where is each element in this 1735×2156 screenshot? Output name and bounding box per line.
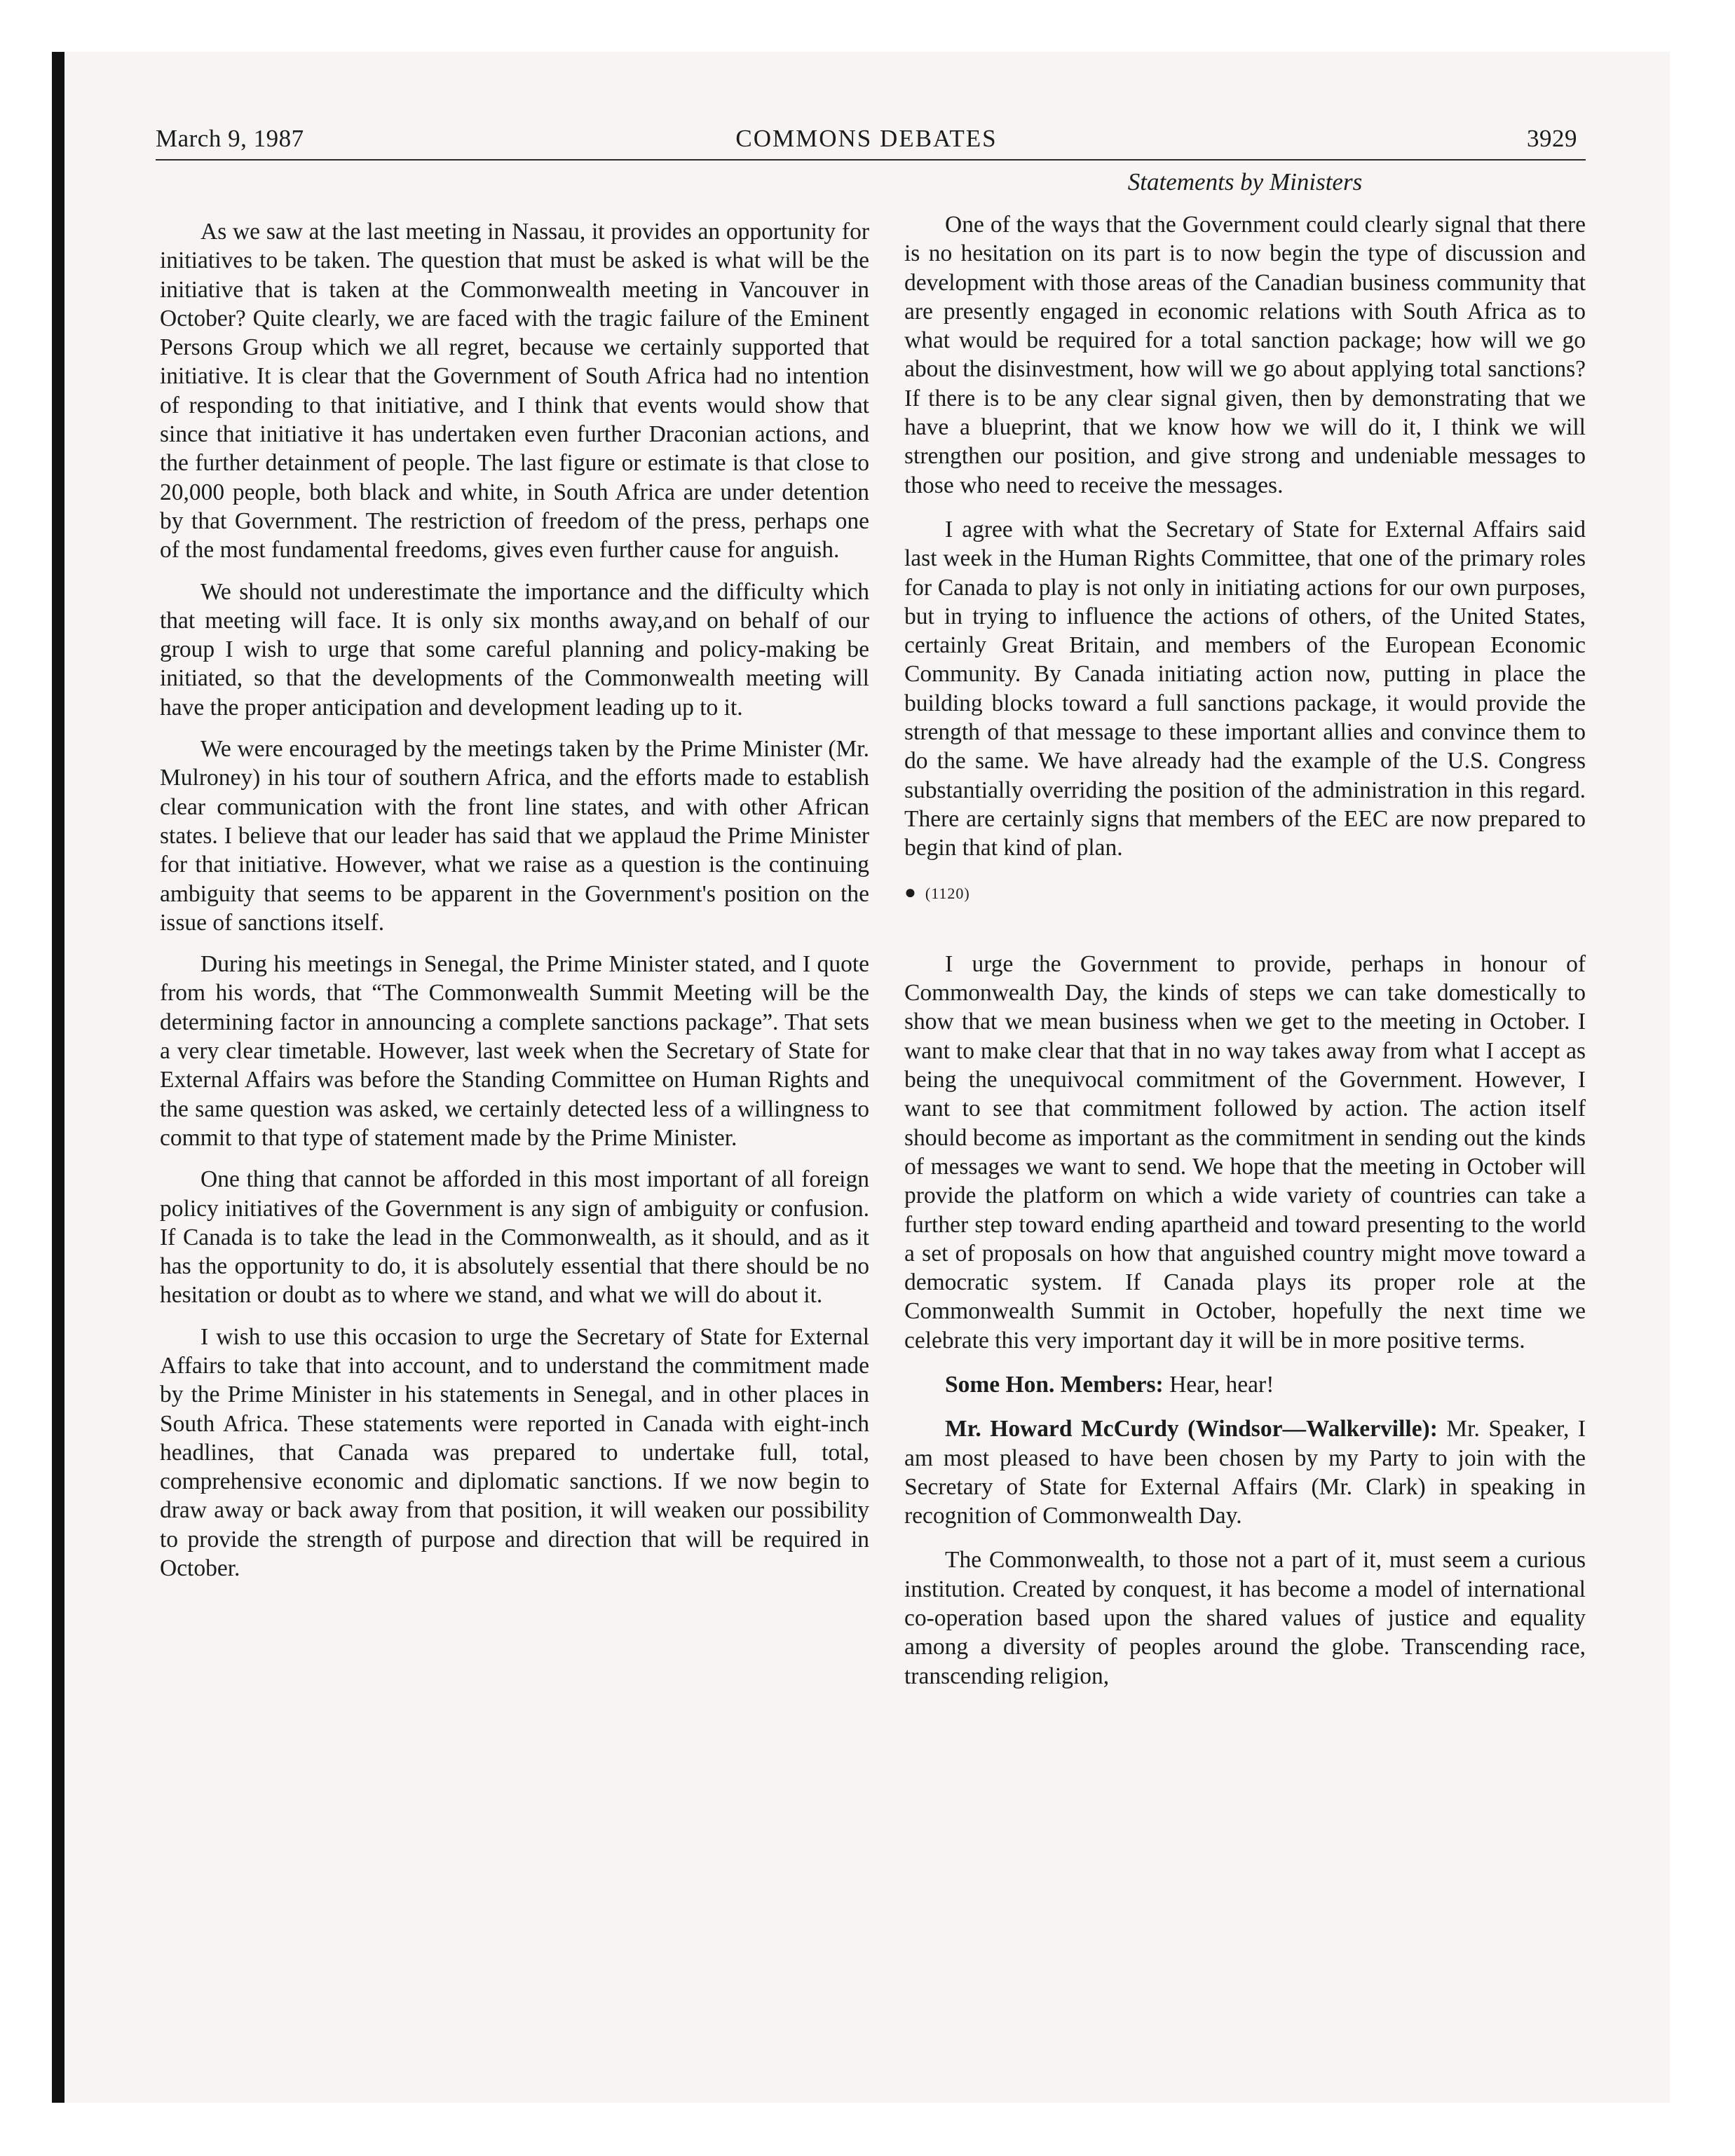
- paragraph: During his meetings in Senegal, the Prime Minister stated, and I quote from his words, that “The Commonwealth Summit Meeting will be the determining factor in announcing a complete sanctions package”. That sets a very clear timetable. However, last week when the Secretary of State for External Affairs was before the Standing Committee on Human Rights and the same question was asked, we certainly detected less of a willingness to commit to that type of statement made by the Prime Minister.: [160, 951, 869, 1151]
- paragraph: One thing that cannot be afforded in this most important of all foreign policy initiatives of the Government is any sign of ambiguity or confusion. If Canada is to take the lead in the Commonwealth, as it should, and as it has the opportunity to do, it is absolutely essential that there should be no hesitation or doubt as to where we stand, and what we will do about it.: [160, 1166, 869, 1309]
- time-marker: [904, 878, 1586, 908]
- paragraph: As we saw at the last meeting in Nassau, it provides an opportunity for initiatives to be taken. The question that must be asked is what will be the initiative that is taken at the Commonwealth meeting in Vancouver in October? Quite clearly, we are faced with the tragic failure of the Eminent Persons Group which we all regret, because we certainly supported that initiative. It is clear that the Government of South Africa had no intention of responding to that initiative, and I think that events would show that since that initiative it has undertaken even further Draconian actions, and the further detainment of people. The last figure or estimate is that close to 20,000 people, both black and white, in South Africa are under detention by that Government. The restriction of freedom of the press, perhaps one of the most fundamental freedoms, gives even further cause for anguish.: [160, 219, 869, 564]
- speech-text: Mr. Speaker, I am most pleased to have been chosen by my Party to join with the Secretary of State for External Affairs (Mr. Clark) in speaking in recognition of Commonwealth Day.: [904, 1416, 1586, 1529]
- interjection-text: Hear, hear!: [1163, 1371, 1274, 1398]
- header-date: March 9, 1987: [156, 125, 304, 152]
- paragraph: We were encouraged by the meetings taken by the Prime Minister (Mr. Mulroney) in his tour of southern Africa, and the efforts made to establish clear communication with the front line states, and with other African states. I believe that our leader has said that we applaud the Prime Minister for that initiative. However, what we raise as a question is the continuing ambiguity that seems to be apparent in the Government's position on the issue of sanctions itself.: [160, 736, 869, 936]
- paragraph: I agree with what the Secretary of State for External Affairs said last week in the Human Rights Committee, that one of the primary roles for Canada to play is not only in initiating actions for our own purposes, but in trying to influence the actions of others, of the United States, certainly Great Britain, and members of the European Economic Community. By Canada initiating action now, putting in place the building blocks toward a full sanctions package, it would provide the strength of that message to these important allies and convince them to do the same. We have already had the example of the U.S. Congress substantially overriding the position of the administration in this regard. There are certainly signs that members of the EEC are now prepared to begin that kind of plan.: [904, 516, 1586, 861]
- paragraph: I wish to use this occasion to urge the Secretary of State for External Affairs to take that into account, and to understand the commitment made by the Prime Minister in his statements in Senegal, and in other places in South Africa. These statements were reported in Canada with eight-inch headlines, that Canada was prepared to undertake full, total, comprehensive economic and diplomatic sanctions. If we now begin to draw away or back away from that position, it will weaken our possibility to provide the strength of purpose and direction that will be required in October.: [160, 1323, 869, 1582]
- right-column: [904, 210, 1586, 1706]
- header-rule: [156, 159, 1586, 161]
- running-head: [156, 119, 1577, 158]
- section-title: Statements by Ministers: [1127, 168, 1363, 196]
- interjection: [904, 1370, 1586, 1399]
- paragraph: We should not underestimate the importance and the difficulty which that meeting will face. It is only six months away,and on behalf of our group I wish to urge that some careful planning and policy-making be initiated, so that the developments of the Commonwealth meeting will have the proper anticipation and development leading up to it.: [160, 578, 869, 721]
- speech-opening: [904, 1414, 1586, 1530]
- scan-edge-bar: [52, 52, 64, 2103]
- paragraph: The Commonwealth, to those not a part of it, must seem a curious institution. Created by conquest, it has become a model of international co-operation based upon the shared values of justice and equality among a diversity of peoples around the globe. Transcending race, transcending religion,: [904, 1547, 1586, 1689]
- paragraph: I urge the Government to provide, perhaps in honour of Commonwealth Day, the kinds of steps we can take domestically to show that we mean business when we get to the meeting in October. I want to make clear that that in no way takes away from what I accept as being the unequivocal commitment of the Government. However, I want to see that commitment followed by action. The action itself should become as important as the commitment in sending out the kinds of messages we want to send. We hope that the meeting in October will provide the platform on which a wide variety of countries can take a further step toward ending apartheid and toward presenting to the world a set of proposals on how that anguished country might move toward a democratic system. If Canada plays its proper role at the Commonwealth Summit in October, hopefully the next time we celebrate this very important day it will be in more positive terms.: [904, 950, 1586, 1353]
- time-marker-text: (1120): [925, 884, 970, 902]
- header-publication: COMMONS DEBATES: [735, 125, 998, 152]
- speaker-name: Some Hon. Members:: [945, 1371, 1164, 1398]
- header-page-number: 3929: [1527, 125, 1577, 152]
- paragraph: One of the ways that the Government could clearly signal that there is no hesitation on its part is to now begin the type of discussion and development with those areas of the Canadian business community that are presently engaged in economic relations with South Africa as to what would be required for a total sanction package; how will we go about the disinvestment, how will we go about applying total sanctions? If there is to be any clear signal given, then by demonstrating that we have a blueprint, that we know how we will do it, I think we will strengthen our position, and give strong and undeniable messages to those who need to receive the messages.: [904, 212, 1586, 498]
- speaker-name: Mr. Howard McCurdy (Windsor—Walkerville):: [945, 1416, 1438, 1442]
- bullet-icon: ●: [904, 881, 917, 903]
- left-column: [160, 217, 869, 1595]
